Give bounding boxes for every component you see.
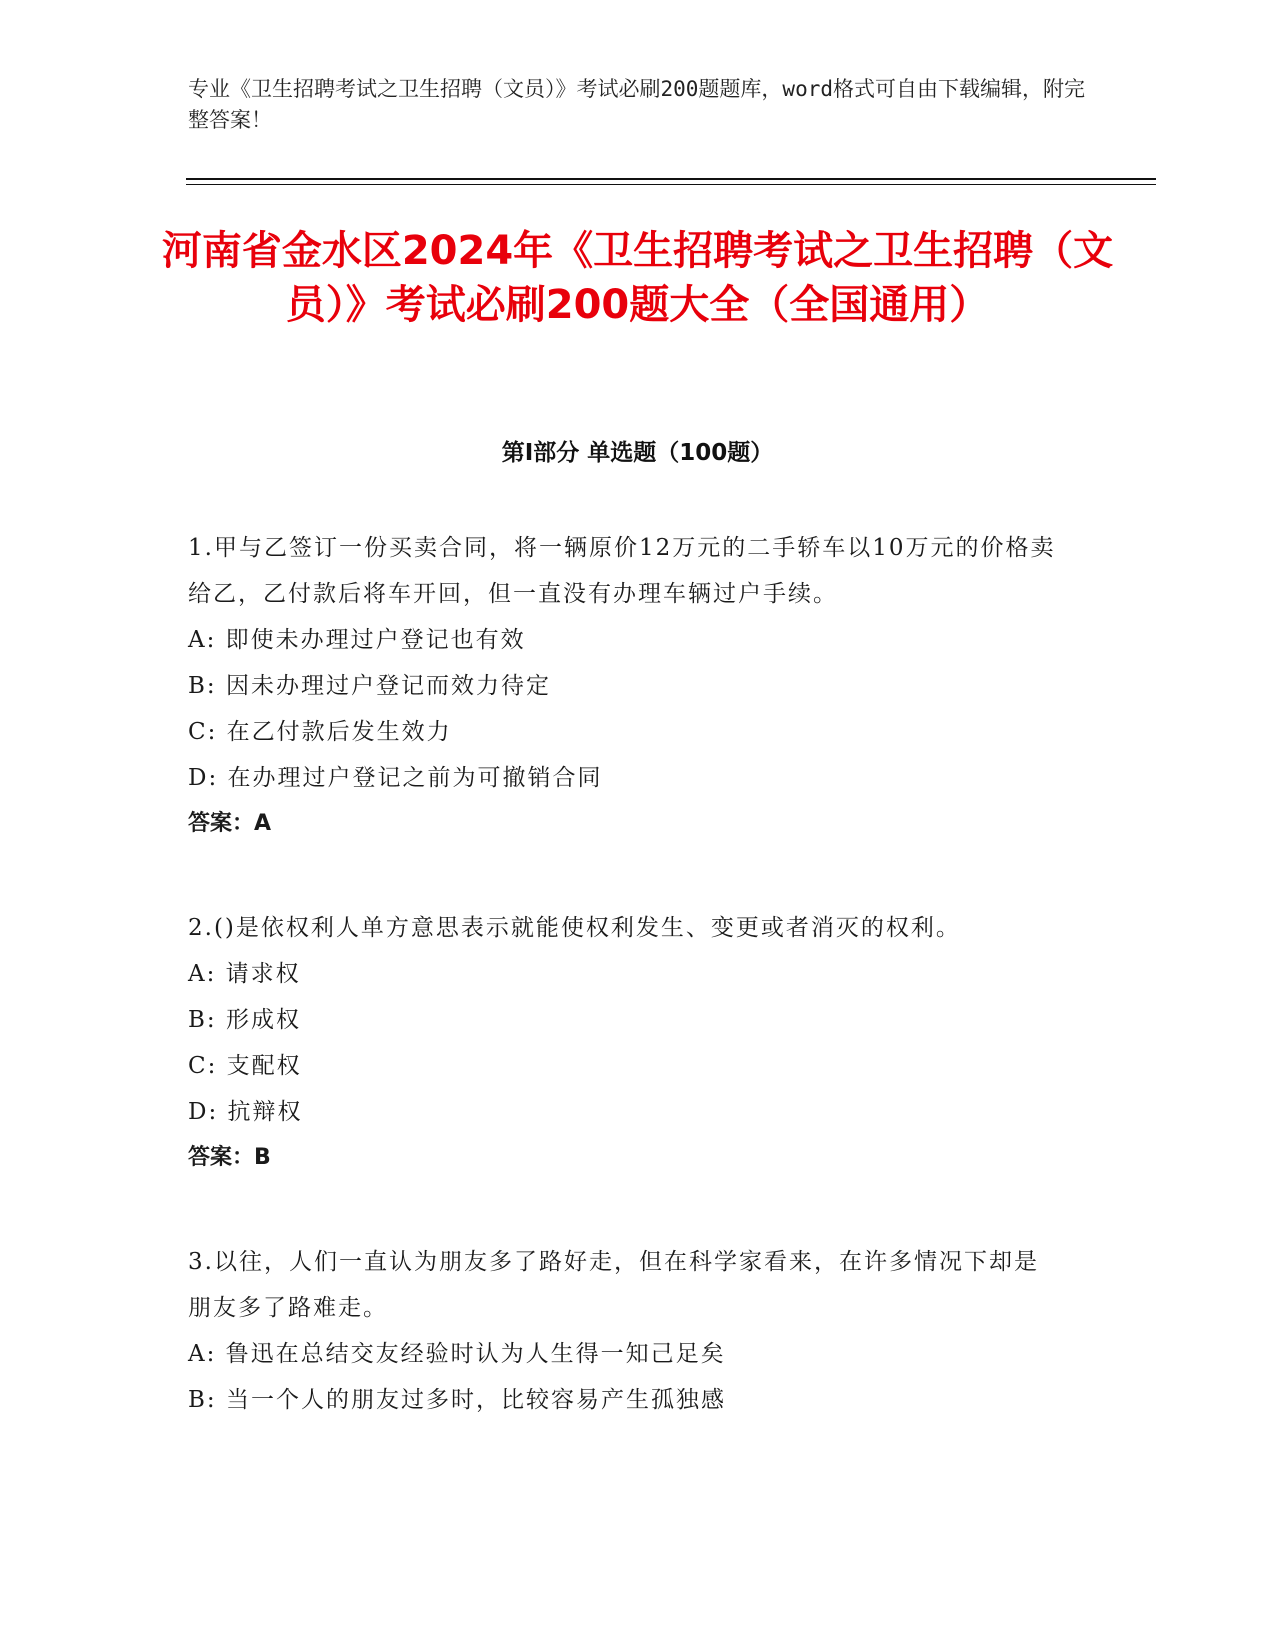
section-heading: 第Ⅰ部分 单选题（100题） <box>501 440 774 466</box>
question-stem: 2.()是依权利人单方意思表示就能使权利发生、变更或者消灭的权利。 <box>188 915 961 941</box>
answer: 答案：B <box>188 1145 271 1170</box>
question-1 <box>188 525 1058 847</box>
header-note: 专业《卫生招聘考试之卫生招聘（文员）》考试必刷200题题库，word格式可自由下载编辑，附完整答案！ <box>188 77 1085 132</box>
option-a: A: 鲁迅在总结交友经验时认为人生得一知己足矣 <box>188 1341 726 1367</box>
option-a: A: 请求权 <box>188 961 301 987</box>
question-3 <box>188 1239 1058 1423</box>
question-2 <box>188 905 1058 1181</box>
question-stem: 3.以往，人们一直认为朋友多了路好走，但在科学家看来，在许多情况下却是朋友多了路难走。 <box>188 1249 1039 1321</box>
option-b: B: 因未办理过户登记而效力待定 <box>188 673 551 699</box>
option-a: A: 即使未办理过户登记也有效 <box>188 627 526 653</box>
header-divider-thick <box>186 178 1156 180</box>
option-c: C: 在乙付款后发生效力 <box>188 719 452 745</box>
option-c: C: 支配权 <box>188 1053 302 1079</box>
document-title: 河南省金水区2024年《卫生招聘考试之卫生招聘（文员）》考试必刷200题大全（全国通用） <box>161 228 1114 328</box>
question-list <box>188 525 1058 1481</box>
question-stem: 1.甲与乙签订一份买卖合同，将一辆原价12万元的二手轿车以10万元的价格卖给乙，乙付款后将车开回，但一直没有办理车辆过户手续。 <box>188 535 1056 607</box>
option-d: D: 在办理过户登记之前为可撤销合同 <box>188 765 603 791</box>
option-b: B: 形成权 <box>188 1007 301 1033</box>
answer: 答案：A <box>188 811 272 836</box>
option-b: B: 当一个人的朋友过多时，比较容易产生孤独感 <box>188 1387 726 1413</box>
option-d: D: 抗辩权 <box>188 1099 303 1125</box>
header-divider-thin <box>186 184 1156 185</box>
